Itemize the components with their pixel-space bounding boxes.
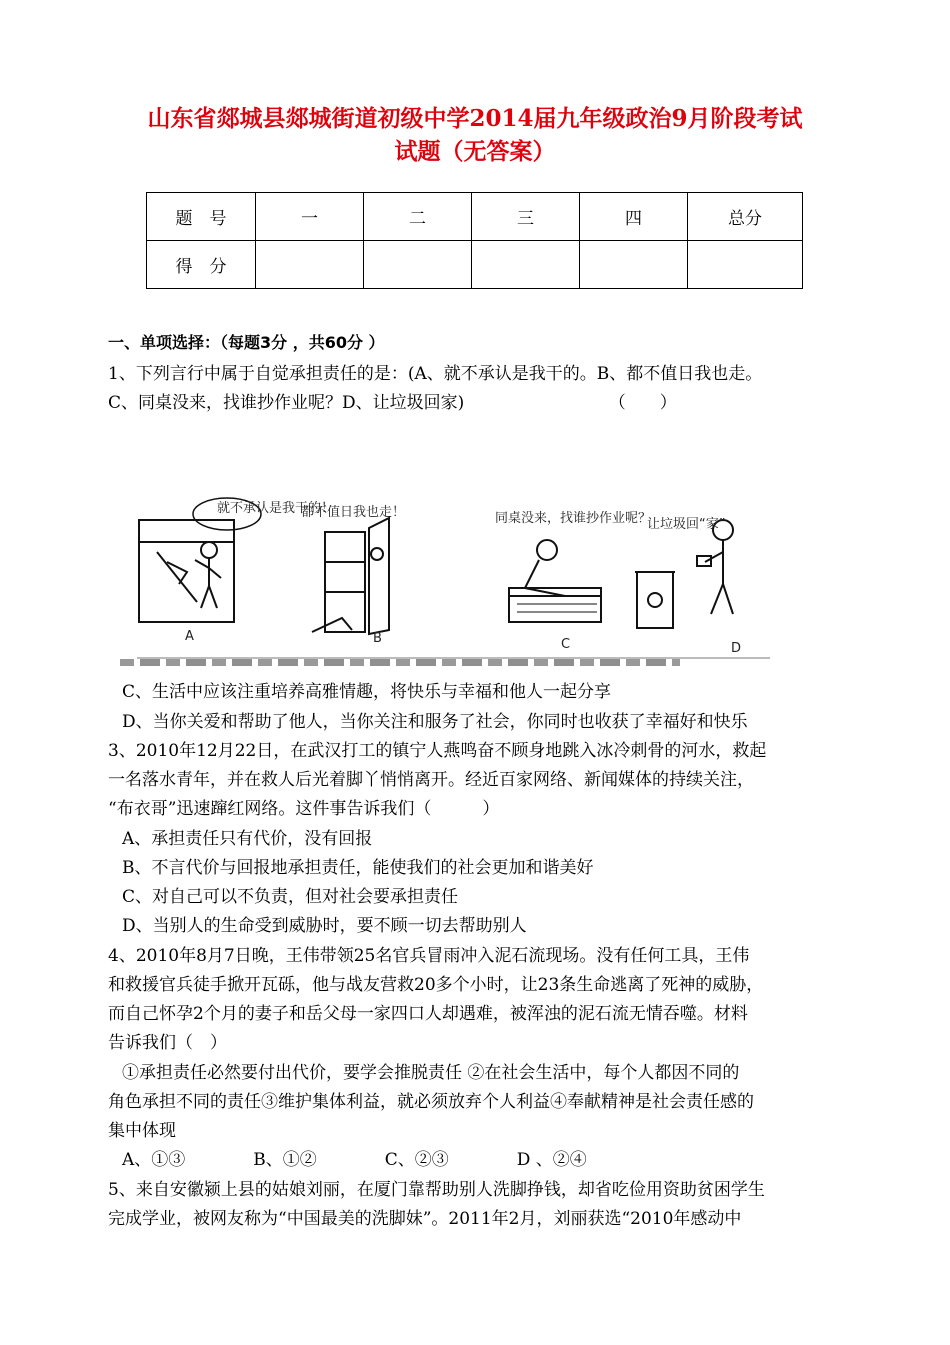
score-cell-2[interactable] (364, 241, 472, 289)
question-4-line3: 而自己怀孕2个月的妻子和岳父母一家四口人却遇难，被浑浊的泥石流无情吞噬。材料 (108, 1004, 748, 1024)
question-4-line2: 和救援官兵徒手掀开瓦砾，他与战友营救20多个小时，让23条生命逃离了死神的威胁， (108, 975, 764, 995)
panel-label-c: C (561, 637, 571, 652)
panel-c-drawing (509, 540, 601, 622)
bubble-a: 就不承认是我干的！ (217, 501, 335, 516)
document-title-line2: 试题（无答案） (394, 138, 556, 165)
score-header-label: 题 号 (147, 193, 256, 241)
question-5-line2: 完成学业，被网友称为“中国最美的洗脚妹”。2011年2月，刘丽获选“2010年感动中 (108, 1209, 742, 1229)
score-header-total: 总分 (688, 193, 803, 241)
question-3-line1: 3、2010年12月22日，在武汉打工的镇宁人燕鸣奋不顾身地跳入冰冷刺骨的河水，救起 (108, 741, 767, 761)
score-cell-3[interactable] (472, 241, 580, 289)
panel-a-drawing (139, 498, 261, 622)
panel-d-drawing (635, 520, 733, 628)
cartoon-illustration (137, 492, 770, 657)
question-4-line1: 4、2010年8月7日晚，王伟带领25名官兵冒雨冲入泥石流现场。没有任何工具，王伟 (108, 946, 750, 966)
bubble-b: 都不值日我也走！ (301, 505, 406, 520)
document-title-line1: 山东省郯城县郯城街道初级中学2014届九年级政治9月阶段考试 (147, 105, 803, 132)
score-cell-4[interactable] (580, 241, 688, 289)
question-3-option-c: C、对自己可以不负责，但对社会要承担责任 (122, 887, 459, 907)
question-4-statement2: 角色承担不同的责任③维护集体利益，就必须放弃个人利益④奉献精神是社会责任感的 (108, 1092, 754, 1112)
bubble-d: 让垃圾回“家” (647, 517, 726, 532)
question-4-statement3: 集中体现 (108, 1121, 176, 1141)
question-4-options: A、①③ B、①② C、②③ D 、②④ (122, 1150, 587, 1170)
question-3-option-d: D、当别人的生命受到威胁时，要不顾一切去帮助别人 (122, 916, 527, 936)
score-header-3: 三 (472, 193, 580, 241)
bubble-c: 同桌没来，找谁抄作业呢？ (495, 511, 652, 526)
question-5-line1: 5、来自安徽颍上县的姑娘刘丽，在厦门靠帮助别人洗脚挣钱，却省吃俭用资助贫困学生 (108, 1180, 765, 1200)
score-header-4: 四 (580, 193, 688, 241)
question-1-line2: C、同桌没来，找谁抄作业呢？D、让垃圾回家) （ ） (108, 393, 677, 413)
question-1-line1: 1、下列言行中属于自觉承担责任的是：(A、就不承认是我干的。B、都不值日我也走。 (108, 364, 763, 384)
score-row-label: 得 分 (147, 241, 256, 289)
question-3-option-a: A、承担责任只有代价，没有回报 (122, 829, 373, 849)
cartoon-figure (137, 492, 770, 659)
score-header-2: 二 (364, 193, 472, 241)
question-3-option-b: B、不言代价与回报地承担责任，能使我们的社会更加和谐美好 (122, 858, 594, 878)
score-table (146, 192, 803, 289)
score-cell-total[interactable] (688, 241, 803, 289)
question-4-statement1: ①承担责任必然要付出代价，要学会推脱责任 ②在社会生活中，每个人都因不同的 (122, 1063, 740, 1083)
question-4-line4: 告诉我们（ ） (108, 1033, 227, 1053)
panel-label-d: D (731, 641, 742, 656)
panel-b-drawing (312, 518, 389, 634)
score-table-header-row (147, 193, 803, 241)
panel-label-b: B (373, 631, 382, 646)
score-table-score-row (147, 241, 803, 289)
question-3-line2: 一名落水青年，并在救人后光着脚丫悄悄离开。经近百家网络、新闻媒体的持续关注， (108, 770, 754, 790)
section-heading: 一、单项选择：（每题3分 ，共60分 ） (108, 333, 385, 352)
question-2-option-d: D、当你关爱和帮助了他人，当你关注和服务了社会，你同时也收获了幸福好和快乐 (122, 712, 748, 732)
score-header-1: 一 (256, 193, 364, 241)
score-cell-1[interactable] (256, 241, 364, 289)
panel-label-a: A (185, 629, 194, 644)
question-3-line3: “布衣哥”迅速蹿红网络。这件事告诉我们（ ） (108, 799, 500, 819)
question-2-option-c: C、生活中应该注重培养高雅情趣，将快乐与幸福和他人一起分享 (122, 682, 612, 702)
cropped-text-remnant (120, 659, 680, 666)
